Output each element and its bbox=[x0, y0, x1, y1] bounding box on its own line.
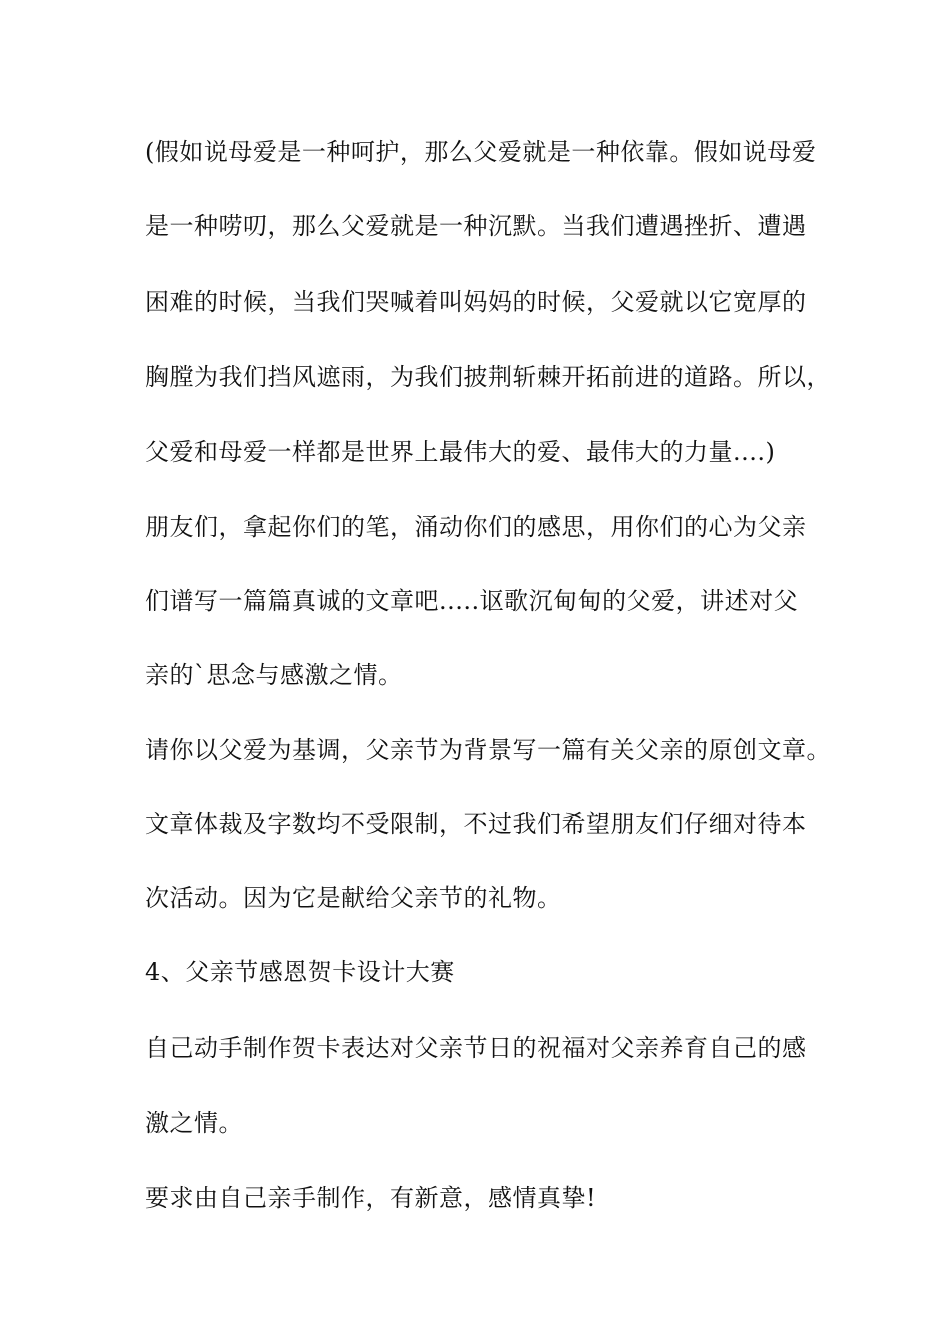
paragraph-line: 父爱和母爱一样都是世界上最伟大的爱、最伟大的力量....) bbox=[145, 438, 776, 466]
paragraph-line: 胸膛为我们挡风遮雨，为我们披荆斩棘开拓前进的道路。所以， bbox=[145, 363, 831, 391]
paragraph-line: 文章体裁及字数均不受限制，不过我们希望朋友们仔细对待本 bbox=[145, 810, 807, 838]
paragraph-line: 亲的`思念与感激之情。 bbox=[145, 661, 403, 689]
paragraph-line: 要求由自己亲手制作，有新意，感情真挚! bbox=[145, 1184, 597, 1212]
paragraph-line: 朋友们，拿起你们的笔，涌动你们的感思，用你们的心为父亲 bbox=[145, 513, 807, 541]
paragraph-line: 自己动手制作贺卡表达对父亲节日的祝福对父亲养育自己的感 bbox=[145, 1034, 807, 1062]
paragraph-line: 困难的时候，当我们哭喊着叫妈妈的时候，父爱就以它宽厚的 bbox=[145, 288, 807, 316]
section-heading: 4、父亲节感恩贺卡设计大赛 bbox=[145, 958, 455, 986]
paragraph-line: 请你以父爱为基调，父亲节为背景写一篇有关父亲的原创文章。 bbox=[145, 736, 831, 764]
paragraph-line: 次活动。因为它是献给父亲节的礼物。 bbox=[145, 884, 562, 912]
paragraph-line: 们谱写一篇篇真诚的文章吧.....讴歌沉甸甸的父爱，讲述对父 bbox=[145, 587, 799, 615]
paragraph-line: 是一种唠叨，那么父爱就是一种沉默。当我们遭遇挫折、遭遇 bbox=[145, 212, 807, 240]
paragraph-line: (假如说母爱是一种呵护，那么父爱就是一种依靠。假如说母爱 bbox=[145, 138, 817, 166]
paragraph-line: 激之情。 bbox=[145, 1109, 243, 1137]
